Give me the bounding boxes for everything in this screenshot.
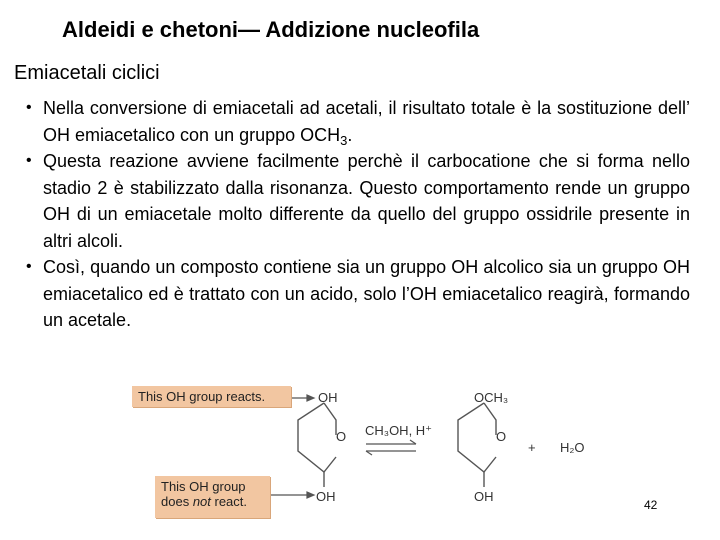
callout-emphasis: not	[192, 494, 211, 509]
callout-not-reacts	[155, 476, 270, 518]
bullet-text: Nella conversione di emiacetali ad acetali, il risultato totale è la sostituzione dell’ OH emiacetalico con un gruppo OCH	[43, 98, 690, 145]
bullet-text: Questa reazione avviene facilmente perchè il carbocatione che si forma nello stadio 2 è stabilizzato dalla risonanza. Questo comportamento rende un gruppo OH di un emiacetale molto differente da quello del gruppo ossidrile presente in altri alcoli.	[43, 151, 690, 251]
callout-pre: does	[161, 494, 193, 509]
bullet-text-end: .	[347, 124, 353, 145]
callout-line2	[161, 494, 264, 509]
bullet-item	[26, 254, 690, 334]
product-ring-oxygen: O	[496, 429, 507, 444]
product-bottom-group: OH	[474, 489, 494, 504]
slide-title: Aldeidi e chetoni— Addizione nucleofila	[62, 17, 480, 42]
bullet-item	[26, 95, 690, 148]
product-ring	[458, 403, 496, 487]
slide-subtitle: Emiacetali ciclici	[14, 62, 160, 84]
plus-sign: +	[528, 440, 536, 455]
reactant-ring	[298, 403, 336, 487]
page-number: 42	[644, 498, 658, 512]
subscript: 3	[340, 132, 348, 148]
callout-arrow-head	[307, 395, 314, 401]
bullet-text: Così, quando un composto contiene sia un gruppo OH alcolico sia un gruppo OH emiacetalico ed è trattato con un acido, solo l’OH emiacetalico reagirà, formando un acetale.	[43, 257, 690, 330]
reactant-ring-oxygen: O	[336, 429, 347, 444]
equilibrium-arrows	[366, 440, 416, 455]
product-top-group: OCH₃	[474, 390, 509, 405]
reaction-figure	[128, 380, 600, 530]
byproduct-water: H₂O	[560, 440, 585, 455]
reagents-label: CH₃OH, H⁺	[365, 423, 433, 438]
bullet-item	[26, 148, 690, 254]
callout-line1: This OH group	[161, 479, 246, 494]
callout-reacts: This OH group reacts.	[132, 386, 291, 407]
reactant-bottom-group: OH	[316, 489, 336, 504]
callout-arrow-head	[307, 492, 314, 498]
bullet-list	[26, 95, 690, 334]
callout-post: react.	[210, 494, 248, 509]
reactant-top-group: OH	[318, 390, 338, 405]
